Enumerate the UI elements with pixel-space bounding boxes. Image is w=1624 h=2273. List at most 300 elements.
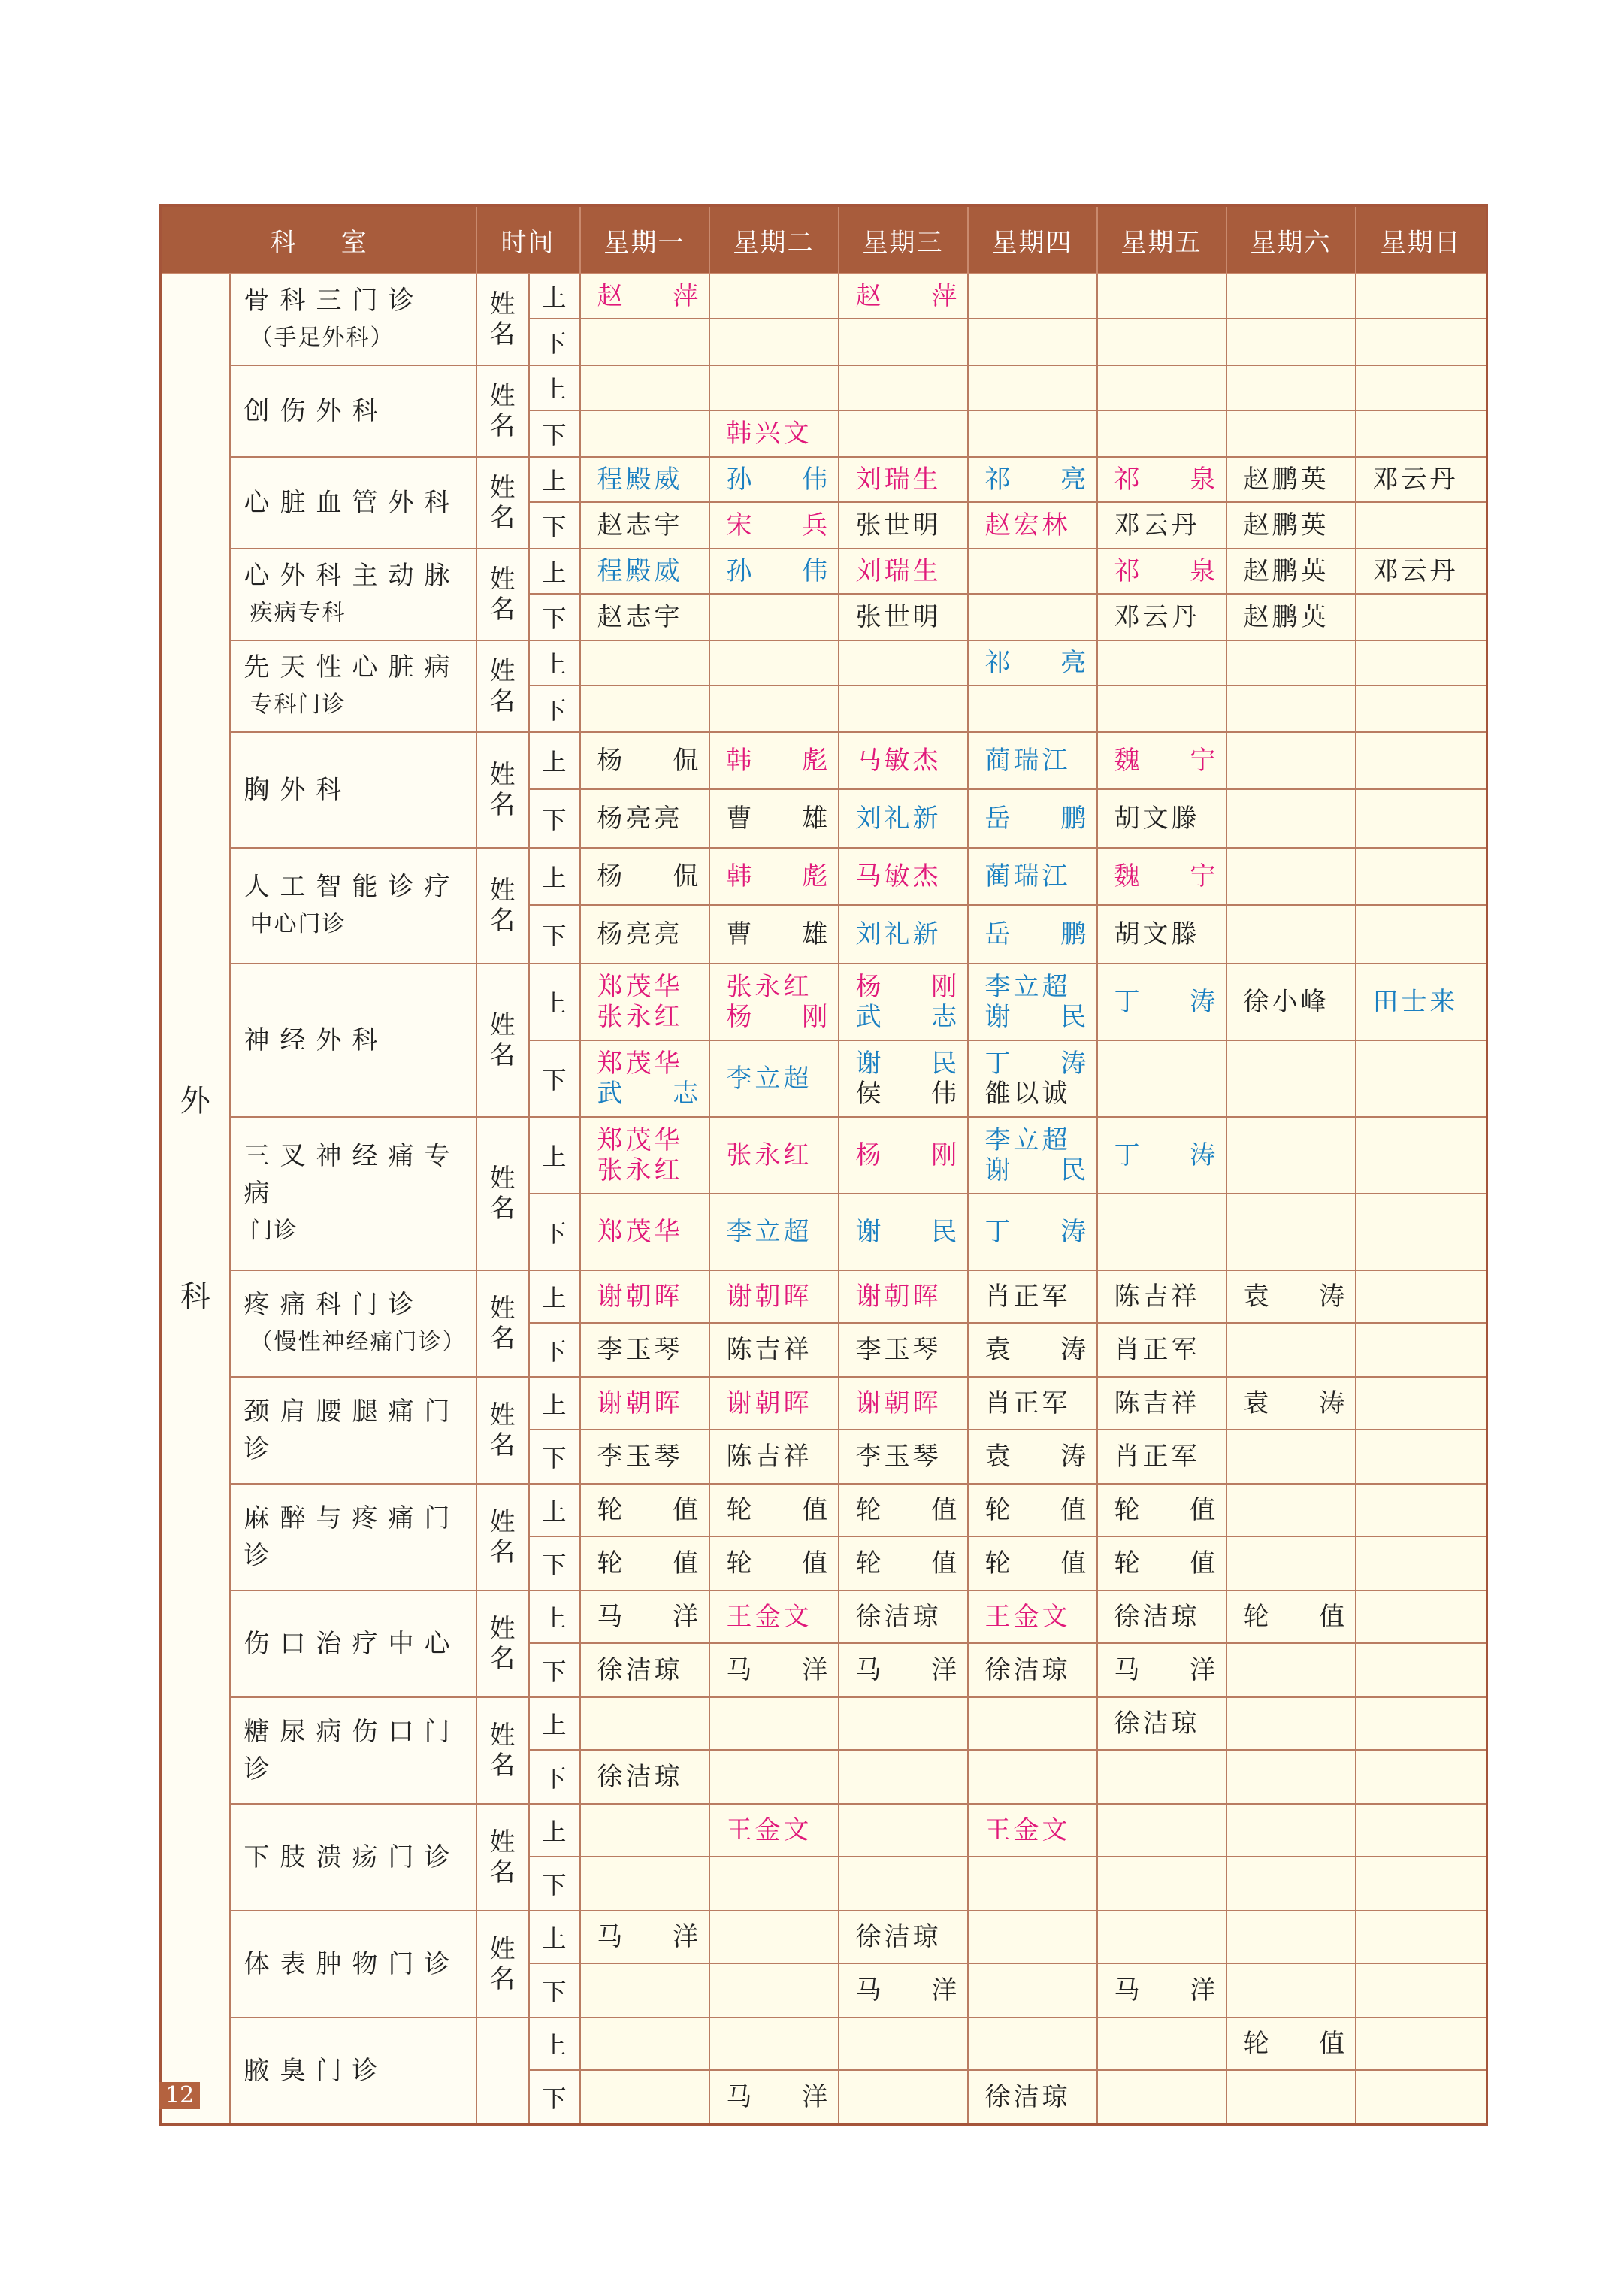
schedule-cell (580, 732, 709, 789)
name-label (476, 1590, 529, 1697)
doctor-name: 张永红 (726, 972, 812, 1002)
department-subtitle: 专科门诊 (249, 692, 346, 718)
half-morning: 上 (529, 457, 580, 502)
doctor-name: 王金文 (726, 1602, 812, 1632)
doctor-name: 李玉琴 (855, 1442, 942, 1472)
schedule-cell (839, 502, 968, 549)
schedule-cell (1226, 1270, 1356, 1323)
doctor-name: 袁 涛 (1243, 1388, 1348, 1418)
schedule-cell (1097, 1911, 1226, 1963)
half-afternoon: 下 (529, 1194, 580, 1270)
schedule-cell (580, 686, 709, 732)
department-name (230, 1697, 476, 1804)
name-label (476, 1804, 529, 1911)
doctor-name: 马敏杰 (855, 861, 942, 891)
half-morning: 上 (529, 549, 580, 594)
schedule-cell (839, 1963, 968, 2017)
schedule-cell (1226, 1804, 1356, 1857)
schedule-cell (1356, 789, 1487, 848)
name-label (476, 1117, 529, 1270)
schedule-cell (839, 1911, 968, 1963)
schedule-cell (1356, 640, 1487, 686)
schedule-cell (580, 1194, 709, 1270)
schedule-cell (839, 848, 968, 905)
name-label-text: 姓名 (489, 564, 516, 625)
doctor-name: 徐洁琼 (984, 2081, 1071, 2112)
doctor-name: 杨 刚 (855, 1140, 960, 1170)
page-number: 12 (159, 2082, 200, 2109)
schedule-cell (1097, 457, 1226, 502)
schedule-cell (1356, 1911, 1487, 1963)
schedule-cell (580, 1430, 709, 1484)
schedule-cell (709, 789, 839, 848)
doctor-name: 马 洋 (726, 1655, 831, 1685)
half-afternoon: 下 (529, 1750, 580, 1804)
schedule-cell (839, 1484, 968, 1536)
department-subtitle: 中心门诊 (249, 911, 346, 937)
half-afternoon: 下 (529, 319, 580, 365)
schedule-cell (968, 1270, 1097, 1323)
doctor-name: 轮 值 (855, 1495, 960, 1525)
half-afternoon: 下 (529, 686, 580, 732)
schedule-cell (1226, 1377, 1356, 1430)
half-morning: 上 (529, 1484, 580, 1536)
schedule-cell (1356, 964, 1487, 1040)
schedule-cell (1097, 410, 1226, 457)
schedule-cell (968, 1697, 1097, 1750)
doctor-name: 徐洁琼 (597, 1655, 683, 1685)
name-label-text: 姓名 (489, 760, 516, 820)
schedule-cell (968, 1117, 1097, 1194)
schedule-cell (580, 1377, 709, 1430)
schedule-cell (709, 964, 839, 1040)
doctor-name: 郑茂华 (597, 1217, 683, 1247)
schedule-cell (968, 686, 1097, 732)
department-title: 人工智能诊疗 (243, 872, 461, 902)
schedule-cell (839, 1194, 968, 1270)
department-title: 麻醉与疼痛门诊 (243, 1503, 461, 1571)
name-label-text: 姓名 (489, 1294, 516, 1354)
doctor-name: 陈吉祥 (1114, 1282, 1200, 1312)
schedule-cell (968, 1484, 1097, 1536)
schedule-cell (839, 1804, 968, 1857)
half-afternoon: 下 (529, 410, 580, 457)
schedule-row (161, 2017, 1487, 2070)
schedule-cell (1356, 365, 1487, 410)
schedule-cell (1226, 1857, 1356, 1911)
doctor-name: 马敏杰 (855, 746, 942, 776)
schedule-cell (1097, 1857, 1226, 1911)
department-name (230, 1270, 476, 1377)
schedule-cell (1356, 732, 1487, 789)
doctor-name: 徐洁琼 (1114, 1709, 1200, 1739)
schedule-row (161, 1804, 1487, 1857)
schedule-cell (1356, 1323, 1487, 1377)
department-title: 心外科主动脉 (243, 561, 461, 591)
schedule-cell (1356, 502, 1487, 549)
name-label (476, 1484, 529, 1590)
doctor-name: 李玉琴 (855, 1335, 942, 1365)
doctor-name: 刘礼新 (855, 804, 942, 834)
schedule-cell (709, 1750, 839, 1804)
department-name (230, 640, 476, 732)
schedule-cell (709, 2017, 839, 2070)
doctor-name: 赵鹏英 (1243, 510, 1329, 540)
doctor-name: 武 志 (855, 1002, 960, 1032)
doctor-name: 徐洁琼 (855, 1922, 942, 1952)
half-morning: 上 (529, 732, 580, 789)
half-morning: 上 (529, 1377, 580, 1430)
schedule-cell (580, 410, 709, 457)
name-label-text: 姓名 (489, 473, 516, 533)
schedule-cell (839, 789, 968, 848)
doctor-name: 袁 涛 (984, 1335, 1090, 1365)
department-name (230, 1117, 476, 1270)
schedule-cell (1226, 1040, 1356, 1117)
doctor-name: 杨亮亮 (597, 919, 683, 949)
department-name (230, 1911, 476, 2017)
schedule-cell (580, 789, 709, 848)
doctor-name: 田士来 (1372, 987, 1459, 1017)
department-name (230, 1590, 476, 1697)
schedule-row (161, 1911, 1487, 1963)
doctor-name: 刘瑞生 (855, 556, 942, 586)
schedule-cell (580, 502, 709, 549)
doctor-name: 刘瑞生 (855, 465, 942, 495)
half-morning: 上 (529, 1590, 580, 1643)
schedule-cell (839, 1697, 968, 1750)
schedule-cell (1097, 594, 1226, 640)
half-afternoon: 下 (529, 1963, 580, 2017)
doctor-name: 谢 民 (855, 1049, 960, 1079)
schedule-cell (1226, 457, 1356, 502)
header-day-tue: 星期二 (709, 206, 839, 274)
schedule-cell (1226, 732, 1356, 789)
half-morning: 上 (529, 2017, 580, 2070)
schedule-cell (1226, 964, 1356, 1040)
header-row (161, 206, 1487, 274)
schedule-cell (968, 594, 1097, 640)
schedule-table (159, 204, 1488, 2126)
schedule-cell (709, 1270, 839, 1323)
name-label (476, 365, 529, 457)
doctor-name: 张世明 (855, 510, 942, 540)
schedule-cell (839, 2017, 968, 2070)
schedule-cell (1226, 594, 1356, 640)
doctor-name: 轮 值 (597, 1548, 702, 1578)
half-morning: 上 (529, 848, 580, 905)
schedule-cell (839, 410, 968, 457)
doctor-name: 张世明 (855, 602, 942, 632)
doctor-name: 丁 涛 (984, 1049, 1090, 1079)
schedule-cell (709, 1377, 839, 1430)
doctor-name: 马 洋 (855, 1655, 960, 1685)
schedule-cell (580, 365, 709, 410)
schedule-cell (1226, 2017, 1356, 2070)
schedule-cell (580, 1963, 709, 2017)
schedule-cell (839, 2070, 968, 2124)
doctor-name: 曹 雄 (726, 804, 831, 834)
doctor-name: 徐洁琼 (1114, 1602, 1200, 1632)
schedule-row (161, 365, 1487, 410)
schedule-cell (580, 964, 709, 1040)
schedule-cell (968, 1643, 1097, 1697)
schedule-cell (580, 1750, 709, 1804)
doctor-name: 胡文滕 (1114, 919, 1200, 949)
doctor-name: 马 洋 (855, 1975, 960, 2005)
schedule-row (161, 732, 1487, 789)
schedule-cell (580, 640, 709, 686)
schedule-cell (1226, 1697, 1356, 1750)
doctor-name: 徐洁琼 (855, 1602, 942, 1632)
schedule-cell (580, 2017, 709, 2070)
schedule-row (161, 274, 1487, 319)
department-title: 疼痛科门诊 (243, 1290, 425, 1320)
schedule-cell (839, 640, 968, 686)
doctor-name: 轮 值 (1114, 1495, 1219, 1525)
department-name (230, 964, 476, 1117)
schedule-cell (1097, 789, 1226, 848)
schedule-cell (1097, 1590, 1226, 1643)
doctor-name: 肖正军 (1114, 1442, 1200, 1472)
schedule-cell (1356, 457, 1487, 502)
half-afternoon: 下 (529, 1323, 580, 1377)
schedule-cell (1356, 1484, 1487, 1536)
doctor-name: 袁 涛 (1243, 1282, 1348, 1312)
department-name (230, 732, 476, 848)
department-title: 伤口治疗中心 (243, 1629, 461, 1659)
schedule-row (161, 640, 1487, 686)
doctor-name: 赵 萍 (855, 281, 960, 311)
doctor-name: 魏 宁 (1114, 746, 1219, 776)
schedule-cell (1226, 2070, 1356, 2124)
schedule-row (161, 1270, 1487, 1323)
schedule-cell (839, 1430, 968, 1484)
schedule-cell (580, 1697, 709, 1750)
schedule-cell (709, 1697, 839, 1750)
header-day-mon: 星期一 (580, 206, 709, 274)
doctor-name: 岳 鹏 (984, 804, 1090, 834)
department-subtitle: 疾病专科 (249, 600, 346, 626)
schedule-cell (1356, 594, 1487, 640)
schedule-cell (709, 1536, 839, 1590)
schedule-cell (1226, 365, 1356, 410)
schedule-cell (1356, 1040, 1487, 1117)
half-afternoon: 下 (529, 1643, 580, 1697)
schedule-cell (968, 1590, 1097, 1643)
schedule-cell (580, 457, 709, 502)
doctor-name: 袁 涛 (984, 1442, 1090, 1472)
doctor-name: 轮 值 (726, 1495, 831, 1525)
doctor-name: 王金文 (984, 1815, 1071, 1845)
header-day-sun: 星期日 (1356, 206, 1487, 274)
department-subtitle: （慢性神经痛门诊） (249, 1329, 467, 1355)
name-label (476, 549, 529, 640)
doctor-name: 谢朝晖 (726, 1282, 812, 1312)
doctor-name: 韩 彪 (726, 861, 831, 891)
schedule-cell (709, 640, 839, 686)
doctor-name: 郑茂华 (597, 1125, 683, 1155)
doctor-name: 丁 涛 (984, 1217, 1090, 1247)
department-title: 神经外科 (243, 1025, 389, 1055)
schedule-cell (709, 549, 839, 594)
doctor-name: 武 志 (597, 1079, 702, 1109)
schedule-cell (968, 1857, 1097, 1911)
doctor-name: 赵志宇 (597, 602, 683, 632)
doctor-name: 马 洋 (1114, 1975, 1219, 2005)
schedule-cell (968, 457, 1097, 502)
schedule-cell (1356, 1857, 1487, 1911)
schedule-row (161, 848, 1487, 905)
schedule-cell (1226, 1323, 1356, 1377)
half-morning: 上 (529, 1804, 580, 1857)
header-time: 时间 (476, 206, 580, 274)
schedule-cell (839, 319, 968, 365)
schedule-cell (1226, 549, 1356, 594)
schedule-cell (1097, 1804, 1226, 1857)
schedule-cell (1356, 1117, 1487, 1194)
schedule-cell (968, 2070, 1097, 2124)
schedule-cell (968, 789, 1097, 848)
doctor-name: 丁 涛 (1114, 987, 1219, 1017)
schedule-cell (580, 1643, 709, 1697)
schedule-cell (580, 1804, 709, 1857)
department-title: 腋臭门诊 (243, 2055, 389, 2086)
schedule-cell (1356, 1643, 1487, 1697)
doctor-name: 轮 值 (1243, 1602, 1348, 1632)
schedule-body (161, 274, 1487, 2124)
header-day-fri: 星期五 (1097, 206, 1226, 274)
department-title: 颈肩腰腿痛门诊 (243, 1397, 461, 1464)
doctor-name: 谢朝晖 (855, 1282, 942, 1312)
doctor-name: 程殿威 (597, 556, 683, 586)
name-label-text: 姓名 (489, 1507, 516, 1567)
schedule-cell (709, 1484, 839, 1536)
header-day-thu: 星期四 (968, 206, 1097, 274)
schedule-cell (968, 1377, 1097, 1430)
schedule-cell (709, 1804, 839, 1857)
doctor-name: 韩 彪 (726, 746, 831, 776)
half-afternoon: 下 (529, 1857, 580, 1911)
schedule-cell (1226, 1430, 1356, 1484)
schedule-cell (709, 686, 839, 732)
schedule-cell (1097, 319, 1226, 365)
name-label-text: 姓名 (489, 1721, 516, 1781)
schedule-cell (839, 964, 968, 1040)
schedule-cell (1356, 274, 1487, 319)
doctor-name: 陈吉祥 (726, 1442, 812, 1472)
department-subtitle: （手足外科） (249, 325, 395, 351)
name-label-text: 姓名 (489, 1010, 516, 1070)
schedule-cell (580, 1270, 709, 1323)
schedule-cell (1356, 1590, 1487, 1643)
half-afternoon: 下 (529, 905, 580, 964)
doctor-name: 杨 刚 (726, 1002, 831, 1032)
doctor-name: 赵志宇 (597, 510, 683, 540)
doctor-name: 侯 伟 (855, 1079, 960, 1109)
schedule-cell (1226, 1590, 1356, 1643)
schedule-cell (580, 594, 709, 640)
half-afternoon: 下 (529, 1430, 580, 1484)
schedule-cell (1226, 640, 1356, 686)
schedule-row (161, 457, 1487, 502)
schedule-cell (709, 905, 839, 964)
half-afternoon: 下 (529, 502, 580, 549)
schedule-cell (709, 410, 839, 457)
schedule-cell (839, 549, 968, 594)
schedule-cell (1226, 1643, 1356, 1697)
name-label (476, 1911, 529, 2017)
department-title: 三叉神经痛专病 (243, 1141, 461, 1209)
schedule-cell (1097, 905, 1226, 964)
schedule-cell (580, 274, 709, 319)
schedule-cell (968, 1536, 1097, 1590)
name-label-text: 姓名 (489, 381, 516, 441)
schedule-cell (1226, 319, 1356, 365)
doctor-name: 谢 民 (984, 1155, 1090, 1185)
schedule-cell (1356, 848, 1487, 905)
schedule-cell (1097, 1270, 1226, 1323)
schedule-cell (839, 1270, 968, 1323)
half-afternoon: 下 (529, 2070, 580, 2124)
doctor-name: 杨亮亮 (597, 804, 683, 834)
schedule-cell (709, 1117, 839, 1194)
doctor-name: 程殿威 (597, 465, 683, 495)
doctor-name: 孙 伟 (726, 465, 831, 495)
schedule-cell (839, 365, 968, 410)
name-label-text: 姓名 (489, 656, 516, 716)
department-title: 骨科三门诊 (243, 286, 425, 316)
doctor-name: 肖正军 (984, 1282, 1071, 1312)
schedule-cell (1226, 1963, 1356, 2017)
schedule-cell (968, 2017, 1097, 2070)
schedule-cell (1097, 549, 1226, 594)
department-name (230, 1804, 476, 1911)
schedule-cell (1097, 1484, 1226, 1536)
schedule-cell (968, 274, 1097, 319)
schedule-cell (968, 1194, 1097, 1270)
schedule-cell (709, 1963, 839, 2017)
schedule-cell (1226, 274, 1356, 319)
doctor-name: 韩兴文 (726, 419, 812, 449)
doctor-name: 李玉琴 (597, 1335, 683, 1365)
doctor-name: 徐洁琼 (597, 1762, 683, 1792)
doctor-name: 轮 值 (1243, 2029, 1348, 2059)
schedule-cell (839, 1536, 968, 1590)
schedule-cell (839, 594, 968, 640)
department-name (230, 457, 476, 549)
doctor-name: 杨 侃 (597, 861, 702, 891)
doctor-name: 蔺瑞江 (984, 861, 1071, 891)
department-name (230, 2017, 476, 2124)
schedule-cell (968, 1040, 1097, 1117)
schedule-cell (1356, 1536, 1487, 1590)
schedule-cell (1226, 1117, 1356, 1194)
doctor-name: 张永红 (597, 1155, 683, 1185)
doctor-name: 郑茂华 (597, 972, 683, 1002)
schedule-cell (968, 964, 1097, 1040)
schedule-cell (839, 1750, 968, 1804)
schedule-cell (839, 1590, 968, 1643)
schedule-cell (1226, 848, 1356, 905)
doctor-name: 李玉琴 (597, 1442, 683, 1472)
half-afternoon: 下 (529, 594, 580, 640)
schedule-cell (1097, 1194, 1226, 1270)
schedule-cell (1226, 1750, 1356, 1804)
schedule-cell (1097, 1963, 1226, 2017)
schedule-cell (1356, 1750, 1487, 1804)
doctor-name: 轮 值 (984, 1495, 1090, 1525)
